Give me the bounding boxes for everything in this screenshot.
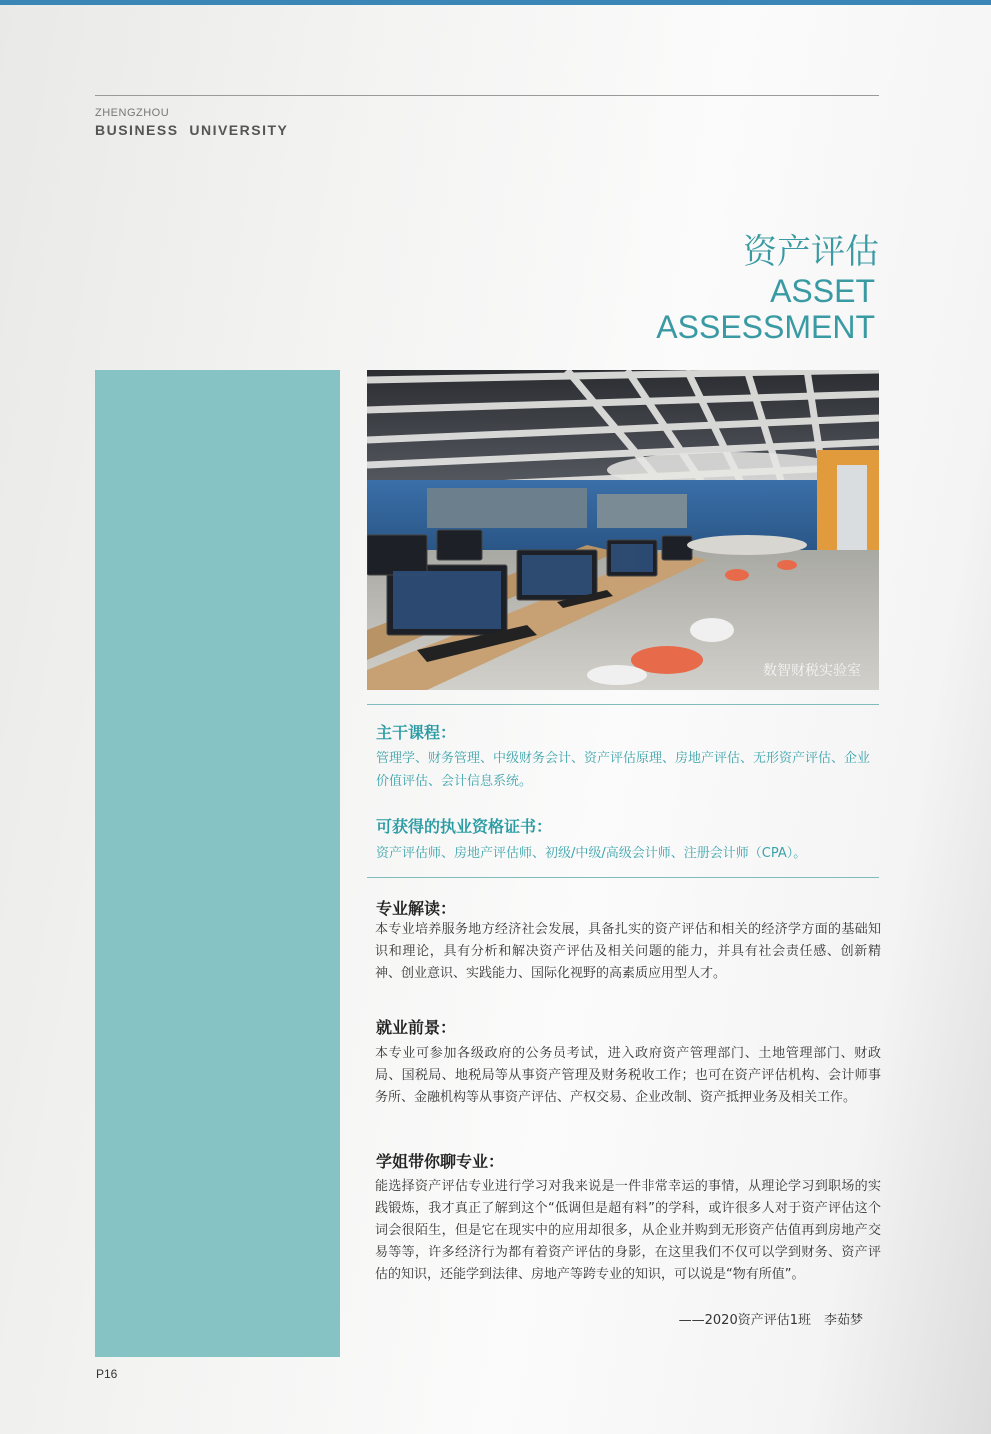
courses-heading: 主干课程： [376,723,457,742]
interpretation-text: 本专业培养服务地方经济社会发展，具备扎实的资产评估和相关的经济学方面的基础知识和理论，具有分析和解决资产评估及相关问题的能力，并具有社会责任感、创新精神、创业意识、实践能力、国际化视野的高素质应用型人才。 [375,922,881,981]
photo-caption: 数智财税实验室 [763,663,861,679]
senior-heading: 学姐带你聊专业： [376,1152,505,1171]
page-number: P16 [96,1367,118,1381]
page-title-en [656,273,875,345]
courses-text: 管理学、财务管理、中级财务会计、资产评估原理、房地产评估、无形资产评估、企业价值评估、会计信息系统。 [376,751,871,789]
title-en-line2: ASSESSMENT [656,309,875,345]
section-divider [367,704,879,705]
top-accent-bar [0,0,991,5]
senior-text: 能选择资产评估专业进行学习对我来说是一件非常幸运的事情，从理论学习到职场的实践锻炼，我才真正了解到这个“低调但是超有料”的学科，或许很多人对于资产评估这个词会很陌生，但是它在现实中的应用却很多，从企业并购到无形资产估值再到房地产交易等等，许多经济行为都有着资产评估的身影，在这里我们不仅可以学到财务、资产评估的知识，还能学到法律、房地产等跨专业的知识，可以说是“物有所值”。 [375,1179,881,1282]
lab-photo [367,370,879,690]
brand-university: BUSINESS UNIVERSITY [95,122,289,138]
certificates-heading: 可获得的执业资格证书： [376,817,553,836]
decorative-teal-panel [95,370,340,1357]
page-title-cn: 资产评估 [743,232,879,272]
brand-city: ZHENGZHOU [95,107,170,119]
prospects-text: 本专业可参加各级政府的公务员考试，进入政府资产管理部门、土地管理部门、财政局、国税局、地税局等从事资产管理及财务税收工作；也可在资产评估机构、会计师事务所、金融机构等从事资产评估、产权交易、企业改制、资产抵押业务及相关工作。 [375,1046,881,1105]
lab-illustration [367,370,879,690]
interpretation-heading: 专业解读： [376,899,457,918]
header-rule [95,95,879,96]
signature: ——2020资产评估1班 李茹梦 [678,1313,863,1328]
title-en-line1: ASSET [770,273,875,309]
prospects-heading: 就业前景： [376,1018,457,1037]
certificates-text: 资产评估师、房地产评估师、初级/中级/高级会计师、注册会计师（CPA）。 [376,846,807,861]
section-divider [367,877,879,878]
